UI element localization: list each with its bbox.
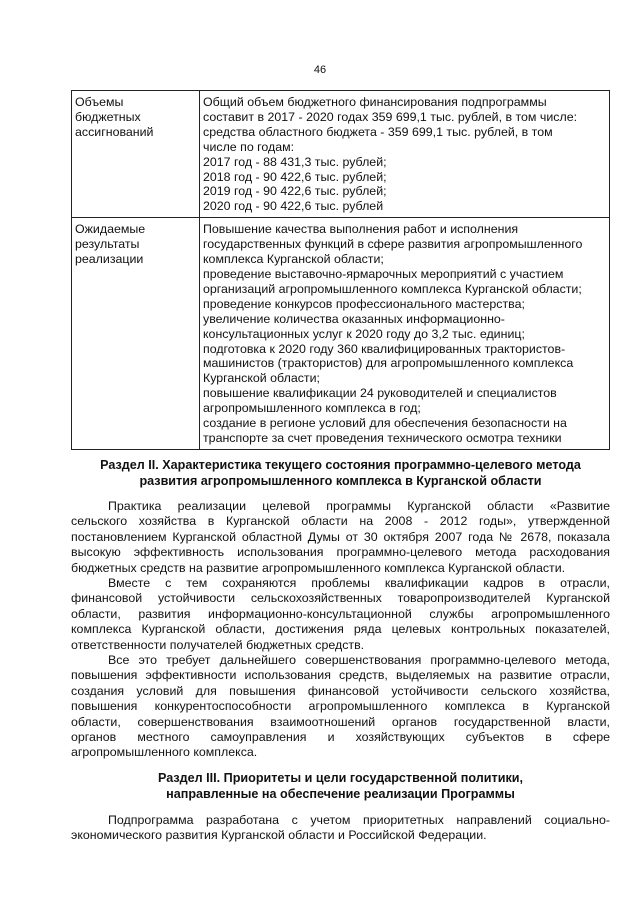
- value-line: 2019 год - 90 422,6 тыс. рублей;: [203, 184, 387, 199]
- label-line: ассигнований: [75, 124, 154, 139]
- text-line: органов местного самоуправления и хозяйствующих субъектов в сфере: [71, 730, 610, 745]
- text-line: Вместе с тем сохраняются проблемы квалификации кадров в отрасли,: [108, 576, 610, 590]
- text-line: ответственности получателей бюджетных средств.: [71, 637, 365, 652]
- value-line: государственных функций в сфере развития агропромышленного: [203, 237, 583, 252]
- section-3-heading: [71, 771, 610, 802]
- label-line: Ожидаемые: [75, 222, 146, 237]
- label-line: бюджетных: [75, 109, 141, 124]
- label-line: реализации: [75, 252, 144, 267]
- text-line: агропромышленного комплекса.: [71, 745, 258, 760]
- text-line: Практика реализации целевой программы Курганской области «Развитие: [108, 499, 610, 513]
- section-2-heading: [71, 458, 610, 489]
- value-line: проведение конкурсов профессионального мастерства;: [203, 296, 525, 311]
- value-line: консультационных услуг к 2020 году до 3,2 тыс. единиц;: [203, 326, 525, 341]
- text-line: повышения конкурентоспособности агропромышленного комплекса в Курганской: [71, 699, 610, 714]
- section-2-paragraph-3: [71, 653, 610, 761]
- text-line: области, совершенствования взаимоотношений органов государственной власти,: [71, 714, 610, 729]
- value-line: 2018 год - 90 422,6 тыс. рублей;: [203, 169, 387, 184]
- value-line: 2020 год - 90 422,6 тыс. рублей: [203, 199, 384, 214]
- value-line: создание в регионе условий для обеспечения безопасности на: [203, 416, 567, 431]
- text-line: экономического развития Курганской области и Российской Федерации.: [71, 828, 487, 843]
- budget-value-cell: [200, 91, 610, 218]
- text-line: области, развития информационно-консультационной службы агропромышленного: [71, 606, 610, 621]
- results-value-cell: [200, 218, 610, 450]
- value-line: агропромышленного комплекса в год;: [203, 401, 421, 416]
- text-line: повышения эффективности использования средств, выделяемых на развитие отрасли,: [71, 668, 610, 683]
- section-2-paragraph-2: [71, 576, 610, 653]
- heading-line: направленные на обеспечение реализации Программы: [166, 786, 515, 801]
- text-line: финансовой устойчивости сельскохозяйственных товаропроизводителей Курганской: [71, 591, 610, 606]
- text-line: комплекса Курганской области, достижения ряда целевых контрольных показателей,: [71, 622, 610, 637]
- text-line: Подпрограмма разработана с учетом приоритетных направлений социально-: [108, 813, 610, 827]
- value-line: увеличение количества оказанных информационно-: [203, 311, 505, 326]
- value-line: подготовка к 2020 году 360 квалифицированных трактористов-: [203, 341, 566, 356]
- budget-label-cell: [72, 91, 200, 218]
- text-line: создания условий для повышения финансовой устойчивости сельского хозяйства,: [71, 683, 610, 698]
- heading-line: Раздел II. Характеристика текущего состояния программно-целевого метода: [100, 458, 581, 472]
- table-row-budget: [72, 91, 610, 218]
- value-line: составит в 2017 - 2020 годах 359 699,1 тыс. рублей, в том числе:: [203, 109, 578, 124]
- value-line: Повышение качества выполнения работ и исполнения: [203, 222, 519, 237]
- value-line: транспорте за счет проведения технического осмотра техники: [203, 430, 562, 445]
- value-line: числе по годам:: [203, 139, 295, 154]
- text-line: бюджетных средств на развитие агропромышленного комплекса Курганской области.: [71, 560, 566, 575]
- text-line: Все это требует дальнейшего совершенствования программно-целевого метода,: [108, 653, 610, 667]
- results-label-cell: [72, 218, 200, 450]
- value-line: машинистов (трактористов) для агропромышленного комплекса: [203, 356, 574, 371]
- value-line: Курганской области;: [203, 371, 320, 386]
- value-line: проведение выставочно-ярмарочных мероприятий с участием: [203, 266, 564, 281]
- heading-line: Раздел III. Приоритеты и цели государственной политики,: [158, 771, 523, 785]
- page-number: 46: [313, 64, 327, 76]
- text-line: сельского хозяйства в Курганской области на 2008 - 2012 годы», утвержденной: [71, 514, 610, 529]
- value-line: 2017 год - 88 431,3 тыс. рублей;: [203, 154, 387, 169]
- label-line: Объемы: [75, 95, 124, 109]
- value-line: Общий объем бюджетного финансирования подпрограммы: [203, 95, 547, 109]
- heading-line: развития агропромышленного комплекса в Курганской области: [139, 473, 542, 488]
- value-line: организаций агропромышленного комплекса Курганской области;: [203, 281, 582, 296]
- text-line: высокую эффективность использования программно-целевого метода расходования: [71, 545, 610, 560]
- section-3-paragraph-1: [71, 813, 610, 844]
- section-2-paragraph-1: [71, 499, 610, 576]
- table-row-results: [72, 218, 610, 450]
- value-line: средства областного бюджета - 359 699,1 тыс. рублей, в том: [203, 124, 553, 139]
- text-line: постановлением Курганской областной Думы от 30 октября 2007 года № 2678, показала: [71, 529, 610, 544]
- value-line: повышение квалификации 24 руководителей и специалистов: [203, 386, 557, 401]
- label-line: результаты: [75, 237, 140, 252]
- passport-table: [71, 90, 610, 450]
- value-line: комплекса Курганской области;: [203, 252, 384, 267]
